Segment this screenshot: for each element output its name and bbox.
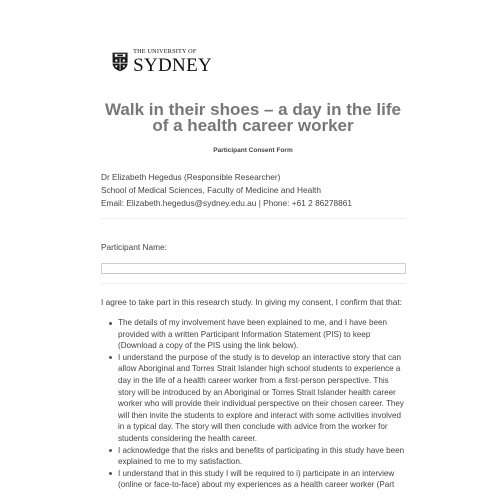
page-title: Walk in their shoes – a day in the life of a health career worker bbox=[104, 100, 401, 135]
researcher-email-phone: Email: Elizabeth.hegedus@sydney.edu.au | Phone: +61 2 86278861 bbox=[101, 198, 352, 208]
consent-statement: I acknowledge that the risks and benefits of participating in this study have been explained to me to my satisfaction. bbox=[118, 445, 405, 467]
university-crest-icon bbox=[112, 45, 128, 79]
researcher-school: School of Medical Sciences, Faculty of Medicine and Health bbox=[101, 185, 321, 195]
researcher-contact-block bbox=[101, 171, 411, 210]
university-wordmark bbox=[133, 49, 212, 75]
section-divider bbox=[101, 218, 406, 219]
participant-name-label: Participant Name: bbox=[101, 242, 167, 252]
wordmark-line1: THE UNIVERSITY OF bbox=[133, 47, 197, 55]
consent-statement: I understand that in this study I will be required to i) participate in an interview (online or face-to-face) about my experiences as a health career worker (Part bbox=[118, 468, 406, 491]
consent-statements-list bbox=[101, 317, 406, 491]
form-subtitle: Participant Consent Form bbox=[213, 147, 293, 154]
section-divider bbox=[101, 283, 406, 284]
consent-intro: I agree to take part in this research study. In giving my consent, I confirm that that: bbox=[101, 297, 402, 307]
researcher-name: Dr Elizabeth Hegedus (Responsible Researcher) bbox=[101, 172, 281, 182]
consent-statement: I understand the purpose of the study is to develop an interactive story that can allow Aboriginal and Torres Strait Islander high school students to experience a day in the life of a health career worker from a first-person perspective. This story will be introduced by an Aboriginal or Torres Strait Islander health career worker who will provide their individual perspective on their chosen career. They will then invite the students to explore and interact with some activities involved in a typical day. The story will then conclude with advice from the worker for students considering the health career. bbox=[118, 352, 406, 445]
university-logo bbox=[112, 44, 212, 80]
consent-statement: The details of my involvement have been explained to me, and I have been provided with a written Participant Information Statement (PIS) to keep (Download a copy of the PIS using the link below). bbox=[118, 317, 406, 352]
wordmark-line2: SYDNEY bbox=[133, 55, 212, 77]
participant-name-input[interactable] bbox=[101, 263, 406, 274]
